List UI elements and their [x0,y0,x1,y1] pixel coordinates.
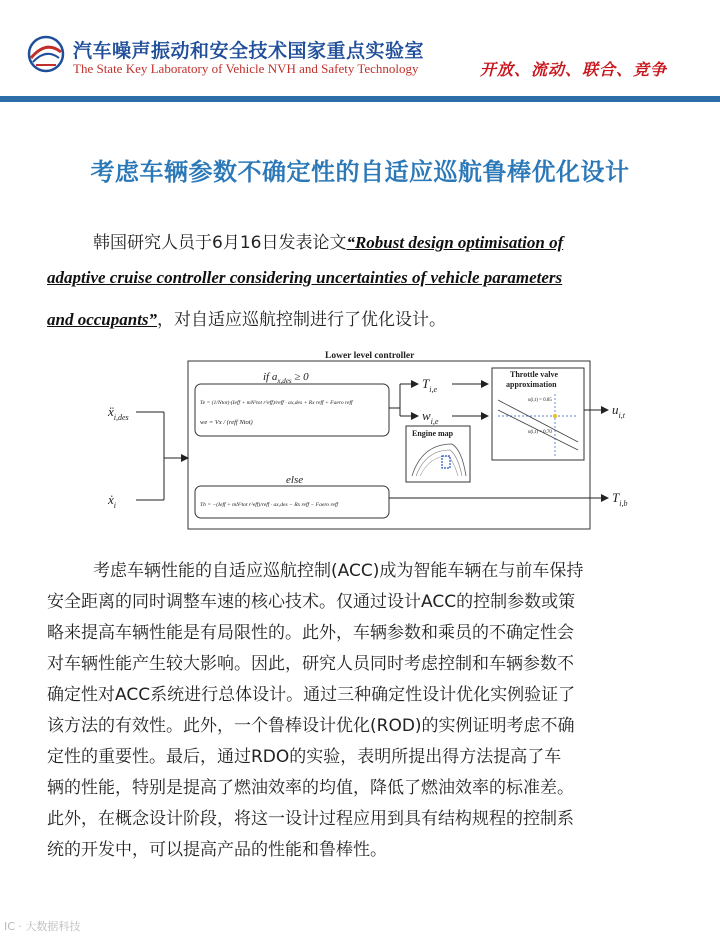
paper-title-part-1: “Robust design optimisation of [346,233,564,252]
body-line: 定性的重要性。最后，通过RDO的实验，表明所提出得方法提高了车 [47,747,562,767]
engine-map-label: Engine map [412,429,454,438]
page-header [0,0,720,100]
input-accel-des: ẍ$_{i,des}$ [108,404,129,422]
input-velocity: ẋ$_i$ [108,492,117,510]
output-throttle: $u_{i,t}$ [612,402,625,420]
if-condition-label: if $a_{x,des} \ge 0$ [263,371,309,385]
if-equation-box [195,384,389,436]
intro-line-1 [93,228,563,253]
body-line: 此外，在概念设计阶段，将这一设计过程应用到具有结构规程的控制系 [47,809,574,829]
body-line: 确定性对ACC系统进行总体设计。通过三种确定性设计优化实例验证了 [47,685,576,705]
lab-slogan: 开放、流动、联合、竞争 [480,60,668,79]
body-line: 统的开发中，可以提高产品的性能和鲁棒性。 [47,840,387,860]
body-line: 该方法的有效性。此外，一个鲁棒设计优化(ROD)的实例证明考虑不确 [47,716,575,736]
paper-title-part-2: adaptive cruise controller considering uncertainties of vehicle parameters [47,268,563,287]
throttle-label-line-2: approximation [506,380,557,389]
article-body [47,556,687,866]
intro-prefix: 韩国研究人员于6月16日发表论文 [93,233,347,253]
lower-level-controller-label: Lower level controller [325,351,415,361]
signal-we: $w_{i,e}$ [422,408,439,426]
intro-line-2 [47,268,562,288]
throttle-mark-085: u(i,t) = 0.85 [528,398,552,403]
body-line: 略来提高车辆性能是有局限性的。此外，车辆参数和乘员的不确定性会 [47,623,574,643]
lab-name-en: The State Key Laboratory of Vehicle NVH and Safety Technology [73,61,419,76]
paper-title-part-3: and occupants” [47,310,158,329]
intro-suffix: ，对自适应巡航控制进行了优化设计。 [157,310,447,330]
article-title: 考虑车辆参数不确定性的自适应巡航鲁棒优化设计 [90,158,630,186]
signal-te: $T_{i,e}$ [422,376,438,394]
else-label: else [286,474,304,486]
equation-tb: Tb = −(Ieff + mN²tot r²eff)/reff · ax,des − Rx reff − Faero reff [200,502,339,508]
body-line: 对车辆性能产生较大影响。因此，研究人员同时考虑控制和车辆参数不 [47,654,574,674]
body-line: 安全距离的同时调整车速的核心技术。仅通过设计ACC的控制参数或策 [47,592,576,612]
throttle-label-line-1: Throttle valve [510,370,559,379]
output-brake-torque: $T_{i,b}$ [612,490,628,508]
equation-we: we = Vx / (reff Ntot) [200,419,253,426]
header-divider [0,96,720,102]
watermark: IC · 大数据科技 [4,920,81,933]
intro-line-3 [47,305,446,330]
body-line: 辆的性能，特别是提高了燃油效率的均值，降低了燃油效率的标准差。 [47,778,574,798]
lab-logo-icon [26,34,66,74]
throttle-mark-070: u(i,t) = 0.70 [528,430,552,435]
controller-block-diagram [100,346,640,546]
body-line: 考虑车辆性能的自适应巡航控制(ACC)成为智能车辆在与前车保持 [93,561,584,581]
equation-te: Te = (1/Ntot)·(Ieff + mN²tot r²eff)/reff · ax,des + Rx reff + Faero reff [200,400,353,406]
lab-name-cn: 汽车噪声振动和安全技术国家重点实验室 [73,40,425,62]
